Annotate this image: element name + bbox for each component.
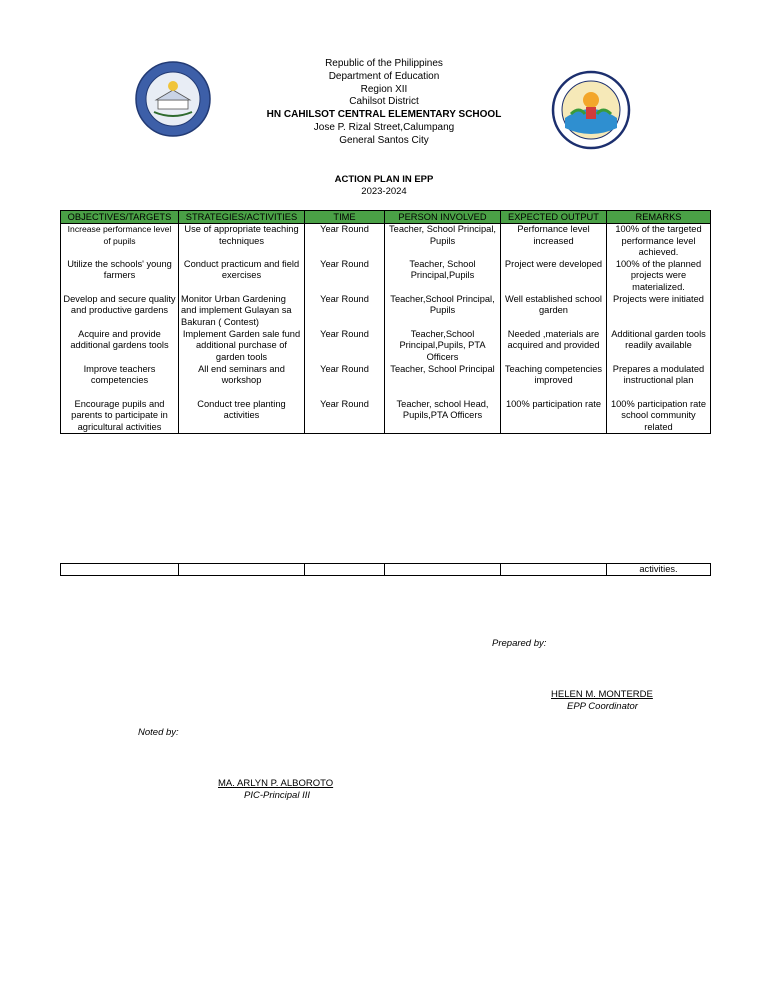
table-row bbox=[61, 564, 711, 576]
table-cell: Monitor Urban Gardening and implement Gulayan sa Bakuran ( Contest) bbox=[179, 294, 305, 329]
table-row bbox=[61, 259, 711, 294]
table-cell: Use of appropriate teaching techniques bbox=[179, 224, 305, 259]
table-cell: Projects were initiated bbox=[607, 294, 711, 329]
preparer-title: EPP Coordinator bbox=[567, 701, 638, 712]
table-cell: Teaching competencies improved bbox=[501, 364, 607, 399]
table-continuation bbox=[60, 563, 711, 576]
table-cell bbox=[501, 564, 607, 576]
table-cell: Improve teachers competencies bbox=[61, 364, 179, 399]
table-cell: Year Round bbox=[305, 329, 385, 364]
table-cell bbox=[179, 564, 305, 576]
table-cell: Increase performance level of pupils bbox=[61, 224, 179, 259]
header-line-region: Region XII bbox=[360, 83, 408, 95]
document-title bbox=[200, 174, 568, 198]
table-header-row bbox=[61, 211, 711, 224]
school-name: HN CAHILSOT CENTRAL ELEMENTARY SCHOOL bbox=[266, 109, 502, 121]
table-row bbox=[61, 224, 711, 259]
noter-name: MA. ARLYN P. ALBOROTO bbox=[218, 778, 334, 789]
table-cell: Project were developed bbox=[501, 259, 607, 294]
preparer-name: HELEN M. MONTERDE bbox=[551, 689, 653, 700]
header-remarks: REMARKS bbox=[607, 211, 711, 224]
table-cell: Year Round bbox=[305, 364, 385, 399]
table-row bbox=[61, 399, 711, 434]
table-cell: activities. bbox=[607, 564, 711, 576]
table-cell: Teacher, School Principal, Pupils bbox=[385, 224, 501, 259]
header-strategies: STRATEGIES/ACTIVITIES bbox=[179, 211, 305, 224]
table-cell: All end seminars and workshop bbox=[179, 364, 305, 399]
plan-year: 2023-2024 bbox=[361, 186, 407, 197]
table-cell bbox=[305, 564, 385, 576]
table-cell: Develop and secure quality and productive gardens bbox=[61, 294, 179, 329]
table-cell: Well established school garden bbox=[501, 294, 607, 329]
action-plan-table bbox=[60, 210, 711, 434]
header-line-republic: Republic of the Philippines bbox=[325, 58, 443, 69]
letterhead bbox=[200, 58, 568, 148]
table-cell: Teacher, school Head, Pupils,PTA Officers bbox=[385, 399, 501, 434]
table-cell bbox=[385, 564, 501, 576]
table-cell: Teacher, School Principal bbox=[385, 364, 501, 399]
table-cell: Needed ,materials are acquired and provided bbox=[501, 329, 607, 364]
header-time: TIME bbox=[305, 211, 385, 224]
table-row bbox=[61, 294, 711, 329]
table-cell: Year Round bbox=[305, 399, 385, 434]
table-row bbox=[61, 364, 711, 399]
header-line-district: Cahilsot District bbox=[349, 96, 419, 108]
table-cell: Utilize the schools' young farmers bbox=[61, 259, 179, 294]
table-cell bbox=[61, 564, 179, 576]
table-cell: Year Round bbox=[305, 224, 385, 259]
table-cell: Perfornance level increased bbox=[501, 224, 607, 259]
table-cell: Year Round bbox=[305, 259, 385, 294]
table-cell: Teacher, School Principal,Pupils bbox=[385, 259, 501, 294]
plan-title: ACTION PLAN IN EPP bbox=[334, 174, 434, 185]
table-cell: Implement Garden sale fund additional purchase of garden tools bbox=[179, 329, 305, 364]
header-person: PERSON INVOLVED bbox=[385, 211, 501, 224]
school-city: General Santos City bbox=[339, 134, 429, 146]
table-cell: Teacher,School Principal,Pupils, PTA Officers bbox=[385, 329, 501, 364]
noter-title: PIC-Principal III bbox=[244, 790, 310, 801]
table-cell: Additional garden tools readily available bbox=[607, 329, 711, 364]
table-cell: Year Round bbox=[305, 294, 385, 329]
header-objectives: OBJECTIVES/TARGETS bbox=[61, 211, 179, 224]
division-seal-logo bbox=[551, 70, 631, 150]
table-cell: 100% of the planned projects were materialized. bbox=[607, 259, 711, 294]
table-cell: 100% participation rate school community related bbox=[607, 399, 711, 434]
table-cell: Acquire and provide additional gardens tools bbox=[61, 329, 179, 364]
table-cell: Teacher,School Principal, Pupils bbox=[385, 294, 501, 329]
prepared-by-label: Prepared by: bbox=[492, 638, 547, 649]
noted-by-label: Noted by: bbox=[138, 727, 179, 738]
table-row bbox=[61, 329, 711, 364]
school-address: Jose P. Rizal Street,Calumpang bbox=[313, 121, 455, 133]
table-cell: Prepares a modulated instructional plan bbox=[607, 364, 711, 399]
header-output: EXPECTED OUTPUT bbox=[501, 211, 607, 224]
header-line-deped: Department of Education bbox=[328, 70, 440, 82]
table-cell: Conduct practicum and field exercises bbox=[179, 259, 305, 294]
table-cell: 100% of the targeted performance level achieved. bbox=[607, 224, 711, 259]
table-cell: 100% participation rate bbox=[501, 399, 607, 434]
table-cell: Conduct tree planting activities bbox=[179, 399, 305, 434]
table-cell: Encourage pupils and parents to participate in agricultural activities bbox=[61, 399, 179, 434]
